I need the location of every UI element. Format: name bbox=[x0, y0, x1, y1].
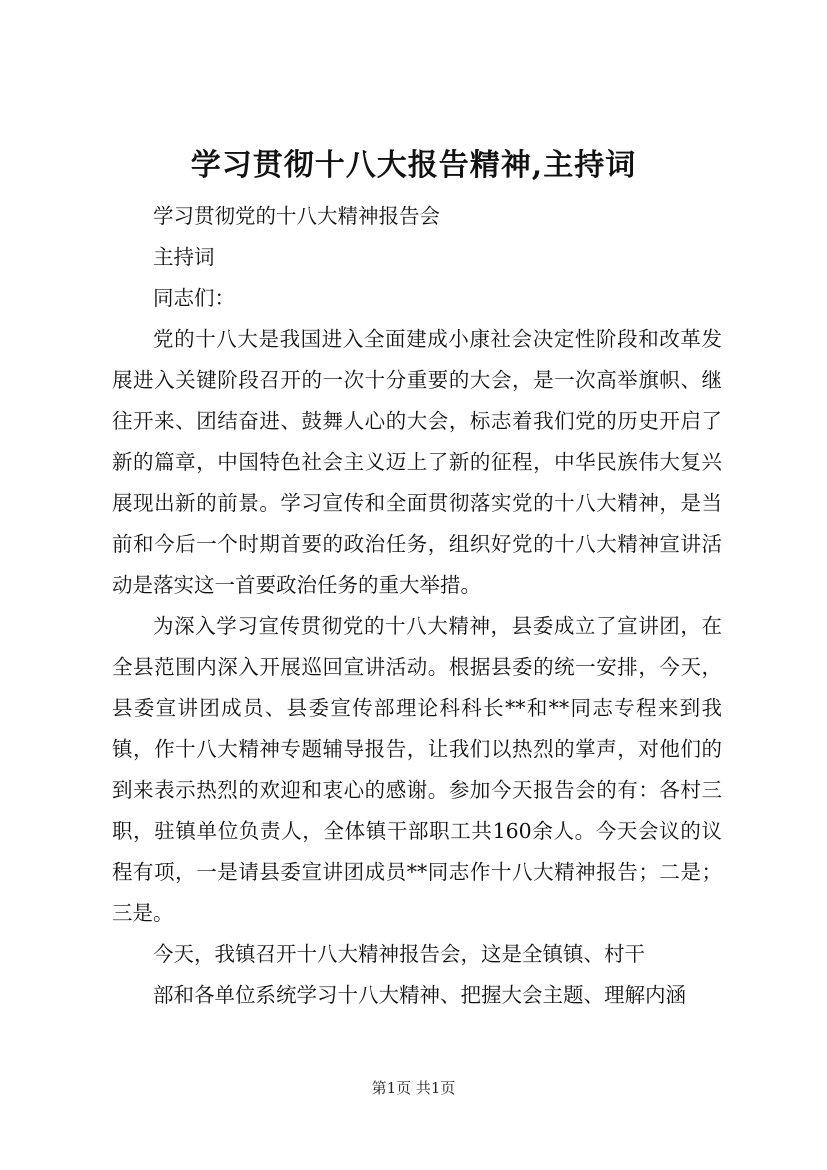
paragraph-greeting: 同志们： bbox=[153, 286, 235, 310]
document-title: 学习贯彻十八大报告精神,主持词 bbox=[190, 148, 637, 183]
paragraph-today-meeting: 今天，我镇召开十八大精神报告会，这是全镇镇、村干 bbox=[153, 942, 645, 966]
document-body bbox=[112, 196, 722, 1016]
paragraph-continuation: 部和各单位系统学习十八大精神、把握大会主题、理解内涵 bbox=[153, 983, 686, 1007]
paragraph-subtitle: 学习贯彻党的十八大精神报告会 bbox=[153, 204, 440, 228]
paragraph-congress-significance: 党的十八大是我国进入全面建成小康社会决定性阶段和改革发展进入关键阶段召开的一次十分重要的大会，是一次高举旗帜、继往开来、团结奋进、鼓舞人心的大会，标志着我们党的历史开启了新的篇章，中国特色社会主义迈上了新的征程，中华民族伟大复兴展现出新的前景。学习宣传和全面贯彻落实党的十八大精神，是当前和今后一个时期首要的政治任务，组织好党的十八大精神宣讲活动是落实这一首要政治任务的重大举措。 bbox=[112, 327, 722, 597]
page-footer: 第1页 共1页 bbox=[371, 1079, 456, 1097]
paragraph-host-words: 主持词 bbox=[153, 245, 215, 269]
paragraph-lecture-arrangement: 为深入学习宣传贯彻党的十八大精神，县委成立了宣讲团，在全县范围内深入开展巡回宣讲活动。根据县委的统一安排，今天，县委宣讲团成员、县委宣传部理论科科长**和**同志专程来到我镇，作十八大精神专题辅导报告，让我们以热烈的掌声，对他们的到来表示热烈的欢迎和衷心的感谢。参加今天报告会的有：各村三职，驻镇单位负责人，全体镇干部职工共160余人。今天会议的议程有项，一是请县委宣讲团成员**同志作十八大精神报告；二是；三是。 bbox=[112, 614, 722, 925]
